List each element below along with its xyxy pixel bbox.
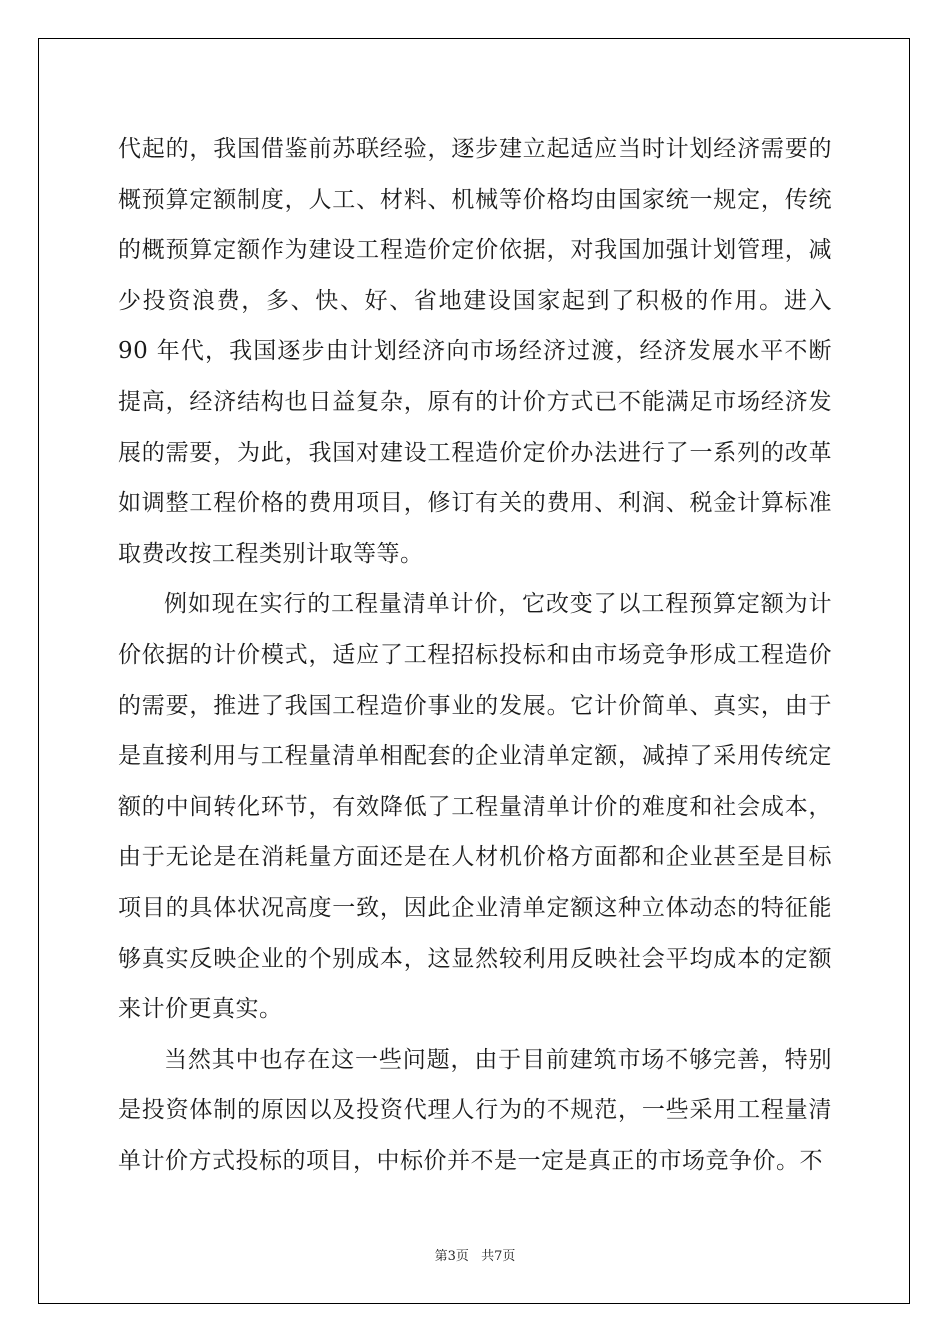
text-line: 是投资体制的原因以及投资代理人行为的不规范，一些采用工程量清 xyxy=(118,1097,832,1124)
document-body xyxy=(118,124,832,1186)
text-line: 如调整工程价格的费用项目，修订有关的费用、利润、税金计算标准 xyxy=(118,490,832,517)
text-line: 项目的具体状况高度一致，因此企业清单定额这种立体动态的特征能 xyxy=(118,894,832,921)
text-line: 单计价方式投标的项目，中标价并不是一定是真正的市场竞争价。不 xyxy=(118,1147,823,1174)
text-line: 来计价更真实。 xyxy=(118,996,283,1023)
text-line: 90 年代，我国逐步由计划经济向市场经济过渡，经济发展水平不断 xyxy=(118,338,832,365)
text-line: 由于无论是在消耗量方面还是在人材机价格方面都和企业甚至是目标 xyxy=(118,844,832,871)
text-line: 例如现在实行的工程量清单计价，它改变了以工程预算定额为计 xyxy=(164,591,832,618)
paragraph xyxy=(118,124,832,579)
text-line: 的概预算定额作为建设工程造价定价依据，对我国加强计划管理，减 xyxy=(118,237,832,264)
paragraph xyxy=(118,579,832,1034)
text-line: 取费改按工程类别计取等等。 xyxy=(118,540,424,567)
text-line: 额的中间转化环节，有效降低了工程量清单计价的难度和社会成本， xyxy=(118,793,832,820)
page-number: 第3页 xyxy=(434,1249,469,1264)
page-footer xyxy=(0,1245,950,1264)
text-line: 展的需要，为此，我国对建设工程造价定价办法进行了一系列的改革 xyxy=(118,439,832,466)
page-total: 共7页 xyxy=(481,1249,516,1264)
text-line: 概预算定额制度，人工、材料、机械等价格均由国家统一规定，传统 xyxy=(118,186,832,213)
text-line: 少投资浪费，多、快、好、省地建设国家起到了积极的作用。进入 xyxy=(118,287,832,314)
text-line: 代起的，我国借鉴前苏联经验，逐步建立起适应当时计划经济需要的 xyxy=(118,136,832,162)
text-line: 提高，经济结构也日益复杂，原有的计价方式已不能满足市场经济发 xyxy=(118,388,832,415)
text-line: 是直接利用与工程量清单相配套的企业清单定额，减掉了采用传统定 xyxy=(118,743,832,770)
text-line: 够真实反映企业的个别成本，这显然较利用反映社会平均成本的定额 xyxy=(118,945,832,972)
text-line: 当然其中也存在这一些问题，由于目前建筑市场不够完善，特别 xyxy=(164,1046,832,1073)
text-line: 价依据的计价模式，适应了工程招标投标和由市场竞争形成工程造价 xyxy=(118,641,832,668)
paragraph xyxy=(118,1035,832,1187)
text-line: 的需要，推进了我国工程造价事业的发展。它计价简单、真实，由于 xyxy=(118,692,832,719)
